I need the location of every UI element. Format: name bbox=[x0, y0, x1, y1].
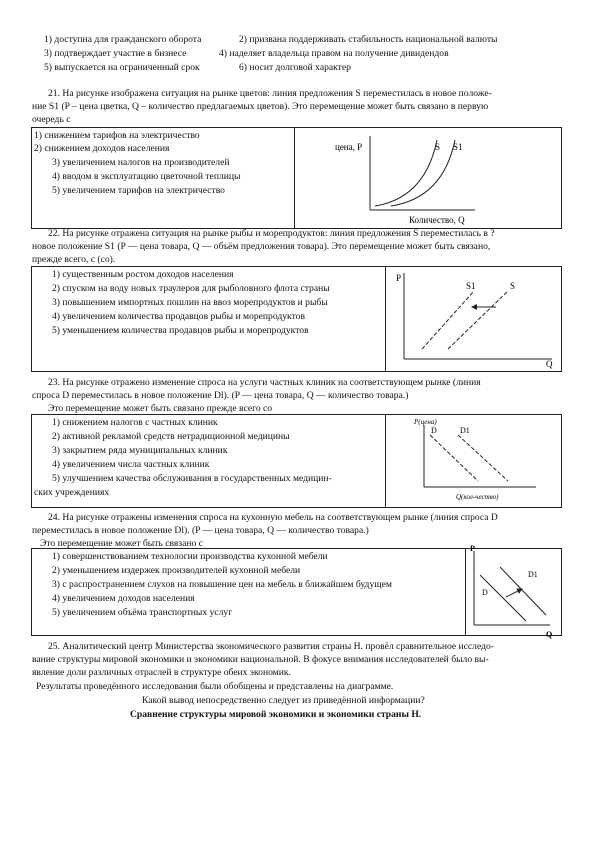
q21-text-line-3: очередь с bbox=[32, 114, 71, 125]
q22-option-3: 3) повышением импортных пошлин на ввоз морепродуктов и рыбы bbox=[52, 297, 328, 308]
q22-y-label: P bbox=[396, 273, 402, 283]
q24-option-3: 3) с распространением слухов на повышение цен на мебель в ближайшем будущем bbox=[52, 579, 392, 590]
q21-option-5: 5) увеличением тарифов на электричество bbox=[52, 185, 225, 196]
q24-option-5: 5) увеличением объёма транспортных услуг bbox=[52, 607, 233, 618]
q24-x-label: Q bbox=[546, 630, 553, 639]
q23-text-line-2: спроса D переместилась в новое положение Dl). (P — цена товара, Q — количество товара.) bbox=[32, 390, 409, 401]
q22-x-label: Q bbox=[546, 359, 553, 369]
q22-box bbox=[31, 266, 562, 372]
top-option-1: 1) доступна для гражданского оборота bbox=[44, 34, 202, 45]
q23-d1-label: D1 bbox=[460, 426, 470, 435]
q21-box bbox=[31, 127, 562, 229]
q24-option-2: 2) уменьшением издержек производителей кухонной мебели bbox=[52, 565, 301, 576]
q24-line-d bbox=[480, 575, 526, 621]
q21-x-label: Количество, Q bbox=[409, 215, 465, 225]
q22-supply-chart bbox=[386, 267, 560, 370]
q23-option-4: 4) увеличением числа частных клиник bbox=[52, 459, 210, 470]
q21-text-line-1: 21. На рисунке изображена ситуация на рынке цветов: линия предложения S переместилась в новое положе- bbox=[48, 88, 492, 99]
top-option-2: 2) призвана поддерживать стабильность национальной валюты bbox=[239, 34, 498, 45]
q21-option-2: 2) снижением доходов населения bbox=[34, 143, 170, 154]
q24-demand-chart bbox=[466, 545, 560, 641]
q23-y-label: Р(цена) bbox=[414, 418, 437, 426]
q21-option-3: 3) увеличением налогов на производителей bbox=[52, 157, 230, 168]
q21-text-line-2: ние S1 (P – цена цветка, Q – количество предлагаемых цветов). Это перемещение может быть связано в первую bbox=[32, 101, 489, 112]
q23-d-label: D bbox=[431, 426, 437, 435]
q25-diagram-title: Сравнение структуры мировой экономики и экономики страны Н. bbox=[130, 709, 422, 720]
q23-option-1: 1) снижением налогов с частных клиник bbox=[52, 417, 218, 428]
top-option-4: 4) наделяет владельца правом на получение дивидендов bbox=[219, 48, 449, 59]
q22-line-s bbox=[448, 291, 508, 349]
q24-d-label: D bbox=[482, 588, 488, 597]
q23-option-5: 5) улучшением качества обслуживания в государственных медицин- bbox=[52, 473, 332, 484]
q21-s-label: S bbox=[435, 142, 441, 152]
q22-s-label: S bbox=[510, 281, 516, 291]
q21-y-label: цена, P bbox=[335, 142, 363, 152]
q23-text-line-3: Это перемещение может быть связано прежде всего со bbox=[48, 403, 273, 414]
q23-line-d1 bbox=[458, 435, 508, 481]
top-option-5: 5) выпускается на ограниченный срок bbox=[44, 62, 200, 73]
q22-option-4: 4) увеличением количества продавцов рыбы и морепродуктов bbox=[52, 311, 305, 322]
q25-text-line-2: вание структуры мировой экономики и экономики национальной. В фокусе внимания исследователей было вы- bbox=[32, 654, 489, 665]
q24-box bbox=[31, 545, 562, 639]
q24-d1-label: D1 bbox=[528, 570, 538, 579]
q23-box bbox=[31, 414, 562, 508]
q23-option-2: 2) активной рекламой средств нетрадиционной медицины bbox=[52, 431, 290, 442]
q22-option-1: 1) существенным ростом доходов населения bbox=[52, 269, 234, 280]
q21-option-1: 1) снижением тарифов на электричество bbox=[34, 130, 200, 141]
q25-text-line-3: явление доли различных отраслей в структуре обеих экономик. bbox=[32, 667, 291, 678]
q25-text-line-4: Результаты проведённого исследования были обобщены и представлены на диаграмме. bbox=[36, 681, 394, 692]
top-option-3: 3) подтверждает участие в бизнесе bbox=[44, 48, 187, 59]
q22-text-line-1: 22. На рисунке отражена ситуация на рынке рыбы и морепродуктов: линия предложения S переместилась в ? bbox=[48, 228, 495, 239]
q24-option-1: 1) совершенствованием технологии производства кухонной мебели bbox=[52, 551, 328, 562]
q21-curve-s bbox=[375, 140, 437, 206]
q22-text-line-2: новое положение S1 (P — цена товара, Q — объём предложения товара). Это перемещение может быть связано, bbox=[32, 241, 491, 252]
q23-option-3: 3) закрытием ряда муниципальных клиник bbox=[52, 445, 228, 456]
q24-text-line-2: переместилась в новое положение Dl). (P — цена товара, Q — количество товара.) bbox=[32, 525, 369, 536]
q21-curve-s1 bbox=[391, 140, 455, 206]
q23-x-label: Q(кол-чество) bbox=[456, 493, 499, 501]
q21-supply-chart bbox=[295, 128, 560, 227]
q25-text-line-1: 25. Аналитический центр Министерства экономического развития страны Н. провёл сравнительное исследо- bbox=[48, 641, 494, 652]
q23-line-d bbox=[430, 435, 478, 481]
q24-line-d1 bbox=[500, 567, 546, 615]
q24-shift-arrow bbox=[506, 589, 522, 597]
q22-option-5: 5) уменьшением количества продавцов рыбы и морепродуктов bbox=[52, 325, 309, 336]
q22-s1-label: S1 bbox=[466, 281, 476, 291]
q23-text-line-1: 23. На рисунке отражено изменение спроса на услуги частных клиник на соответствующем рынке (линия bbox=[48, 377, 481, 388]
q24-text-line-1: 24. На рисунке отражены изменения спроса на кухонную мебель на соответствующем рынке (линия спроса D bbox=[48, 512, 498, 523]
q23-option-5-cont: ских учреждениях bbox=[34, 487, 110, 498]
q22-option-2: 2) спуском на воду новых траулеров для рыболовного флота страны bbox=[52, 283, 330, 294]
q21-option-4: 4) вводом в эксплуатацию цветочной теплицы bbox=[52, 171, 241, 182]
q24-y-label: P bbox=[470, 545, 475, 553]
top-option-6: 6) носит долговой характер bbox=[239, 62, 351, 73]
q22-line-s1 bbox=[422, 291, 474, 349]
q25-question: Какой вывод непосредственно следует из приведённой информации? bbox=[142, 695, 425, 706]
q22-text-line-3: прежде всего, с (со). bbox=[32, 254, 116, 265]
q24-text-line-3: Это перемещение может быть связано с bbox=[40, 538, 203, 549]
q21-s1-label: S1 bbox=[453, 142, 463, 152]
q24-option-4: 4) увеличением доходов населения bbox=[52, 593, 195, 604]
q23-demand-chart bbox=[386, 415, 560, 506]
